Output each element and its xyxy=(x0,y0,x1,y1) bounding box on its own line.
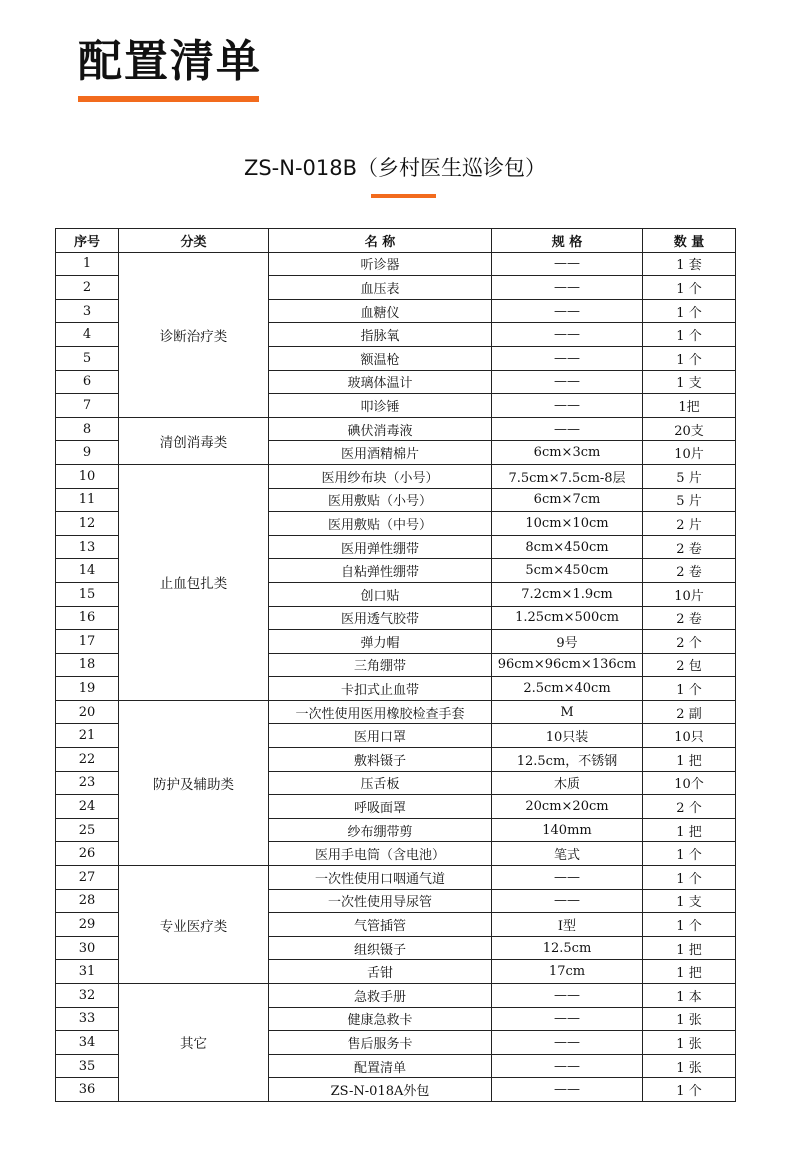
cell-category: 止血包扎类 xyxy=(119,464,269,700)
cell-spec: —— xyxy=(492,1054,643,1078)
cell-quantity: 2 卷 xyxy=(643,606,736,630)
cell-quantity: 2 卷 xyxy=(643,559,736,583)
cell-quantity: 1 个 xyxy=(643,913,736,937)
cell-spec: 5cm×450cm xyxy=(492,559,643,583)
cell-quantity: 10只 xyxy=(643,724,736,748)
cell-spec: —— xyxy=(492,323,643,347)
cell-quantity: 1 张 xyxy=(643,1031,736,1055)
cell-no: 32 xyxy=(56,984,119,1008)
cell-no: 20 xyxy=(56,700,119,724)
cell-quantity: 1 个 xyxy=(643,346,736,370)
cell-name: 创口贴 xyxy=(269,582,492,606)
cell-quantity: 10个 xyxy=(643,771,736,795)
cell-name: 三角绷带 xyxy=(269,653,492,677)
cell-quantity: 10片 xyxy=(643,582,736,606)
cell-no: 2 xyxy=(56,276,119,300)
cell-spec: 笔式 xyxy=(492,842,643,866)
cell-no: 6 xyxy=(56,370,119,394)
cell-quantity: 1 个 xyxy=(643,299,736,323)
cell-quantity: 1 张 xyxy=(643,1054,736,1078)
cell-quantity: 1 支 xyxy=(643,889,736,913)
cell-name: 碘伏消毒液 xyxy=(269,417,492,441)
cell-no: 28 xyxy=(56,889,119,913)
cell-quantity: 1把 xyxy=(643,394,736,418)
cell-quantity: 1 个 xyxy=(643,276,736,300)
cell-spec: —— xyxy=(492,984,643,1008)
cell-name: 血压表 xyxy=(269,276,492,300)
cell-spec: 17cm xyxy=(492,960,643,984)
cell-no: 21 xyxy=(56,724,119,748)
cell-no: 17 xyxy=(56,630,119,654)
cell-quantity: 1 把 xyxy=(643,818,736,842)
cell-quantity: 1 个 xyxy=(643,1078,736,1102)
cell-no: 33 xyxy=(56,1007,119,1031)
table-row xyxy=(56,866,736,890)
cell-no: 27 xyxy=(56,866,119,890)
cell-name: 敷料镊子 xyxy=(269,748,492,772)
cell-no: 19 xyxy=(56,677,119,701)
cell-spec: 12.5cm，不锈钢 xyxy=(492,748,643,772)
cell-quantity: 2 包 xyxy=(643,653,736,677)
cell-quantity: 1 把 xyxy=(643,960,736,984)
cell-spec: —— xyxy=(492,1031,643,1055)
cell-name: 玻璃体温计 xyxy=(269,370,492,394)
cell-name: 呼吸面罩 xyxy=(269,795,492,819)
table-row xyxy=(56,417,736,441)
cell-name: 组织镊子 xyxy=(269,936,492,960)
cell-category: 清创消毒类 xyxy=(119,417,269,464)
cell-quantity: 2 个 xyxy=(643,795,736,819)
cell-name: 医用透气胶带 xyxy=(269,606,492,630)
product-subtitle: ZS-N-018B（乡村医生巡诊包） xyxy=(243,156,547,180)
cell-quantity: 1 把 xyxy=(643,748,736,772)
cell-spec: 6cm×3cm xyxy=(492,441,643,465)
cell-spec: M xyxy=(492,700,643,724)
cell-quantity: 2 片 xyxy=(643,512,736,536)
cell-no: 7 xyxy=(56,394,119,418)
page-title: 配置清单 xyxy=(78,36,262,87)
cell-spec: 7.2cm×1.9cm xyxy=(492,582,643,606)
cell-spec: 10只装 xyxy=(492,724,643,748)
cell-quantity: 1 个 xyxy=(643,866,736,890)
cell-no: 13 xyxy=(56,535,119,559)
cell-name: 听诊器 xyxy=(269,252,492,276)
cell-quantity: 1 个 xyxy=(643,323,736,347)
cell-spec: —— xyxy=(492,1007,643,1031)
cell-quantity: 1 支 xyxy=(643,370,736,394)
table-row xyxy=(56,700,736,724)
cell-quantity: 1 张 xyxy=(643,1007,736,1031)
header-spec: 规 格 xyxy=(492,229,643,253)
cell-spec: —— xyxy=(492,276,643,300)
cell-name: 叩诊锤 xyxy=(269,394,492,418)
cell-quantity: 2 卷 xyxy=(643,535,736,559)
cell-no: 35 xyxy=(56,1054,119,1078)
cell-name: 气管插管 xyxy=(269,913,492,937)
cell-no: 4 xyxy=(56,323,119,347)
cell-no: 36 xyxy=(56,1078,119,1102)
cell-no: 23 xyxy=(56,771,119,795)
cell-no: 3 xyxy=(56,299,119,323)
cell-no: 14 xyxy=(56,559,119,583)
cell-spec: 6cm×7cm xyxy=(492,488,643,512)
cell-spec: —— xyxy=(492,889,643,913)
header-name: 名 称 xyxy=(269,229,492,253)
cell-quantity: 20支 xyxy=(643,417,736,441)
cell-spec: —— xyxy=(492,370,643,394)
cell-spec: Ⅰ型 xyxy=(492,913,643,937)
cell-quantity: 5 片 xyxy=(643,488,736,512)
table-row xyxy=(56,464,736,488)
cell-name: 纱布绷带剪 xyxy=(269,818,492,842)
cell-spec: 12.5cm xyxy=(492,936,643,960)
cell-no: 15 xyxy=(56,582,119,606)
cell-spec: 9号 xyxy=(492,630,643,654)
table-row xyxy=(56,984,736,1008)
cell-name: 自粘弹性绷带 xyxy=(269,559,492,583)
cell-name: 医用纱布块（小号） xyxy=(269,464,492,488)
table-header-row xyxy=(56,229,736,253)
cell-category: 其它 xyxy=(119,984,269,1102)
cell-name: 医用口罩 xyxy=(269,724,492,748)
cell-no: 25 xyxy=(56,818,119,842)
cell-no: 10 xyxy=(56,464,119,488)
cell-quantity: 1 本 xyxy=(643,984,736,1008)
cell-no: 26 xyxy=(56,842,119,866)
cell-quantity: 1 套 xyxy=(643,252,736,276)
cell-name: 一次性使用导尿管 xyxy=(269,889,492,913)
cell-spec: 96cm×96cm×136cm xyxy=(492,653,643,677)
cell-name: 售后服务卡 xyxy=(269,1031,492,1055)
cell-no: 11 xyxy=(56,488,119,512)
cell-spec: —— xyxy=(492,1078,643,1102)
cell-name: 血糖仪 xyxy=(269,299,492,323)
table-body xyxy=(56,252,736,1101)
cell-quantity: 2 个 xyxy=(643,630,736,654)
cell-name: 急救手册 xyxy=(269,984,492,1008)
cell-name: 医用弹性绷带 xyxy=(269,535,492,559)
cell-no: 22 xyxy=(56,748,119,772)
cell-spec: —— xyxy=(492,417,643,441)
cell-spec: —— xyxy=(492,252,643,276)
cell-name: 一次性使用口咽通气道 xyxy=(269,866,492,890)
cell-spec: 1.25cm×500cm xyxy=(492,606,643,630)
cell-name: 指脉氧 xyxy=(269,323,492,347)
cell-quantity: 1 个 xyxy=(643,677,736,701)
cell-spec: 140mm xyxy=(492,818,643,842)
cell-no: 29 xyxy=(56,913,119,937)
cell-no: 12 xyxy=(56,512,119,536)
cell-no: 16 xyxy=(56,606,119,630)
cell-no: 9 xyxy=(56,441,119,465)
cell-name: 舌钳 xyxy=(269,960,492,984)
cell-spec: —— xyxy=(492,299,643,323)
table-row xyxy=(56,252,736,276)
cell-spec: —— xyxy=(492,394,643,418)
cell-name: 卡扣式止血带 xyxy=(269,677,492,701)
cell-no: 1 xyxy=(56,252,119,276)
cell-no: 18 xyxy=(56,653,119,677)
cell-spec: 木质 xyxy=(492,771,643,795)
cell-name: 配置清单 xyxy=(269,1054,492,1078)
cell-name: 医用敷贴（中号） xyxy=(269,512,492,536)
cell-quantity: 10片 xyxy=(643,441,736,465)
header-no: 序号 xyxy=(56,229,119,253)
header-quantity: 数 量 xyxy=(643,229,736,253)
cell-name: 额温枪 xyxy=(269,346,492,370)
cell-no: 31 xyxy=(56,960,119,984)
cell-no: 24 xyxy=(56,795,119,819)
cell-name: 健康急救卡 xyxy=(269,1007,492,1031)
header-category: 分类 xyxy=(119,229,269,253)
cell-spec: 7.5cm×7.5cm-8层 xyxy=(492,464,643,488)
cell-no: 5 xyxy=(56,346,119,370)
cell-quantity: 2 副 xyxy=(643,700,736,724)
cell-name: 医用敷贴（小号） xyxy=(269,488,492,512)
cell-no: 34 xyxy=(56,1031,119,1055)
cell-quantity: 1 把 xyxy=(643,936,736,960)
cell-name: 医用手电筒（含电池） xyxy=(269,842,492,866)
cell-category: 诊断治疗类 xyxy=(119,252,269,417)
configuration-table xyxy=(55,228,736,1102)
cell-spec: 10cm×10cm xyxy=(492,512,643,536)
title-underline xyxy=(78,96,259,102)
cell-spec: 20cm×20cm xyxy=(492,795,643,819)
cell-name: 弹力帽 xyxy=(269,630,492,654)
subtitle-underline xyxy=(371,194,436,198)
cell-spec: —— xyxy=(492,866,643,890)
cell-name: 医用酒精棉片 xyxy=(269,441,492,465)
cell-name: 一次性使用医用橡胶检查手套 xyxy=(269,700,492,724)
cell-quantity: 5 片 xyxy=(643,464,736,488)
cell-spec: 8cm×450cm xyxy=(492,535,643,559)
cell-no: 30 xyxy=(56,936,119,960)
cell-category: 专业医疗类 xyxy=(119,866,269,984)
cell-name: ZS-N-018A外包 xyxy=(269,1078,492,1102)
cell-quantity: 1 个 xyxy=(643,842,736,866)
cell-name: 压舌板 xyxy=(269,771,492,795)
cell-no: 8 xyxy=(56,417,119,441)
cell-category: 防护及辅助类 xyxy=(119,700,269,865)
cell-spec: 2.5cm×40cm xyxy=(492,677,643,701)
cell-spec: —— xyxy=(492,346,643,370)
